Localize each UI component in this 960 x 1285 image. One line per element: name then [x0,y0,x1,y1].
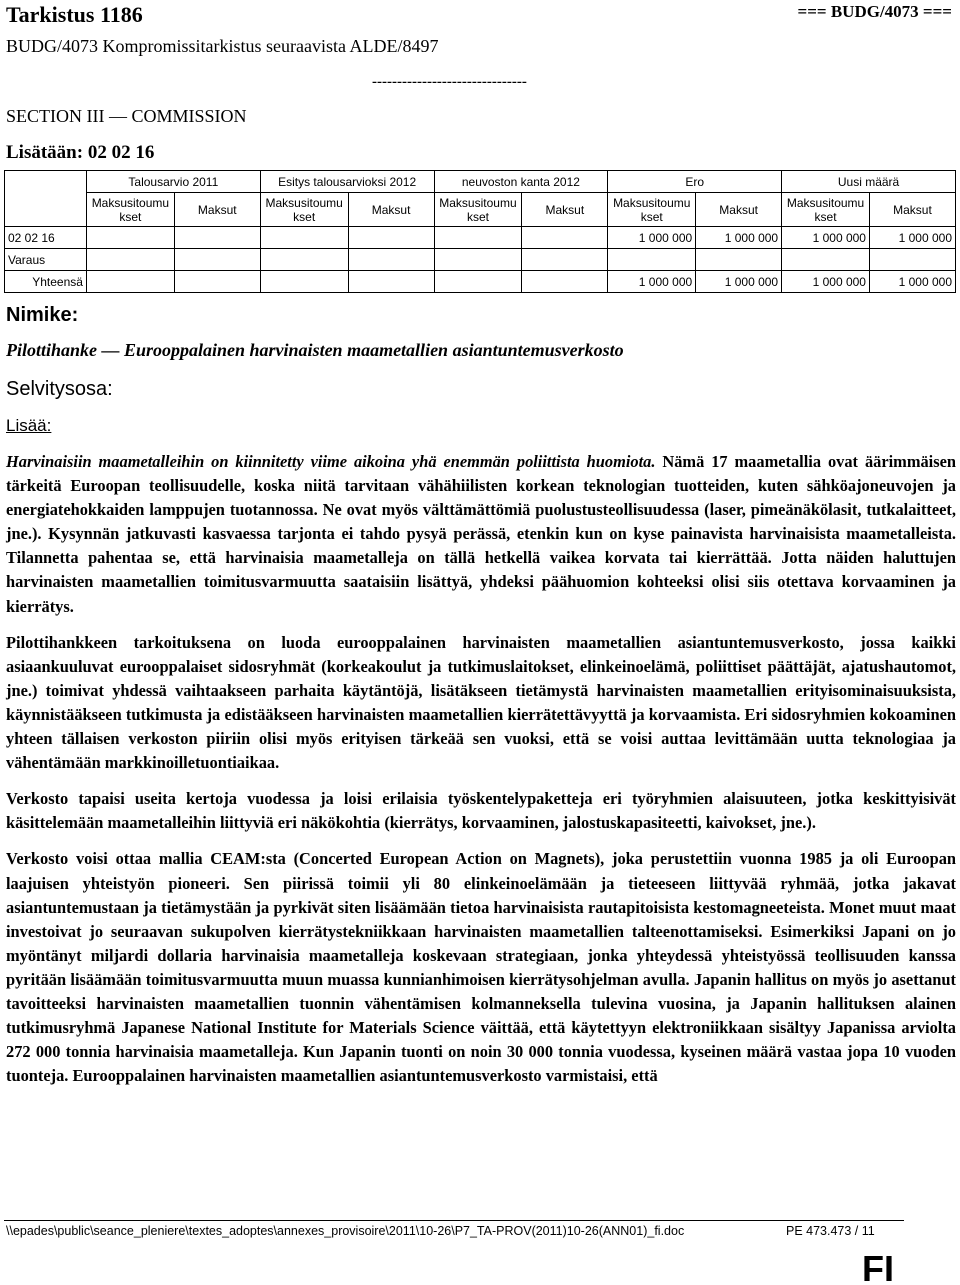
row-value [86,271,174,293]
row-label: 02 02 16 [5,227,87,249]
row-value [522,249,608,271]
section-heading: SECTION III — COMMISSION [6,106,247,126]
row-value [86,249,174,271]
row-value [348,249,434,271]
table-row [5,227,956,249]
row-value [260,271,348,293]
subheader-payments: Maksut [696,193,782,227]
paragraph-text: Verkosto voisi ottaa mallia CEAM:sta (Concerted European Action on Magnets), joka perustettiin vuonna 1985 ja oli Euroopan laajuisen yhteistyön pioneeri. Sen piirissä toimii yli 80 elinkeinoelämään ja tieteeseen liittyvää ryhmää, jotka jakavat asiantuntemustaan ja tietämystään ja pyrkivät siten lisäämään tietoa harvinaisista rautapitoisista kestomagneeteista. Monet muut maat investoivat jo seuraavan sukupolven kierrätystekniikkaan harvinaisten maametallien talteenottamiseksi. Esimerkiksi Japani on jo myöntänyt miljardi dollaria harvinaisia maametalleja koskevaan strategiaan, jonka yhteydessä yhteistyössä teollisuuden kanssa pyritään lisäämään toimitusvarmuutta muun muassa kunnianhimoisen kierrätysohjelman avulla. Japanin hallitus on myös jo asettanut tavoitteeksi harvinaisten maametallien tuonnin vähentämisen kolmanneksella tulevina vuosina, ja Japanin hallituksen alainen tutkimusryhmä Japanese National Institute for Materials Science väittää, että käytettyyn elektroniikkaan sisältyy Japanissa arviolta 272 000 tonnia harvinaisia maametalleja. Kun Japanin tuonti on noin 30 000 tonnia vuodessa, kyseinen määrä vastaa jopa 10 vuoden tuonteja. Eurooppalainen harvinaisten maametallien asiantuntemusverkosto varmistaisi, että [6,849,956,1086]
row-value: 1 000 000 [696,227,782,249]
row-value [434,227,522,249]
row-value: 1 000 000 [782,227,870,249]
paragraph-text: Nämä 17 maametallia ovat äärimmäisen tärkeitä Euroopan teollisuudelle, koska niitä tarvitaan vähähiilisten korkean teknologian tuotteiden, kuten sähköajoneuvojen ja energiatehokkaiden lamppujen tuotannossa. Ne ovat myös välttämättömiä puolustusteollisuudessa (laser, pimeänäkölasit, tutkalaitteet, jne.). Kysynnän jatkuvasti kasvaessa tarjonta ei tahdo pysyä perässä, etenkin kun on kyse painavista harvinaisista maametalleista. Tilannetta pahentaa se, että harvinaisia maametalleja on tällä hetkellä vaikea korvata tai kierrättää. Jotta näiden haluttujen harvinaisten maametallien toimitusvarmuutta saataisiin lisättyä, yhdeksi päähuomion kohteeksi olisi siis otettava korvaaminen ja kierrätys. [6,452,956,616]
footer-divider [4,1220,904,1221]
row-value [86,227,174,249]
footer-pe-number: PE 473.473 / 11 [786,1224,875,1238]
row-value [434,249,522,271]
justification-text [6,450,956,1100]
row-value [174,227,260,249]
row-value [522,271,608,293]
row-value [260,249,348,271]
subtitle: BUDG/4073 Kompromissitarkistus seuraavista ALDE/8497 [6,36,439,56]
subheader-commitments: Maksusitoumukset [86,193,174,227]
paragraph [6,450,956,619]
row-value [434,271,522,293]
row-value [782,249,870,271]
row-label: Varaus [5,249,87,271]
subheader-commitments: Maksusitoumukset [782,193,870,227]
nimike-text: Pilottihanke — Eurooppalainen harvinaisten maametallien asiantuntemusverkosto [6,340,624,360]
subheader-commitments: Maksusitoumukset [608,193,696,227]
subheader-commitments: Maksusitoumukset [260,193,348,227]
paragraph [6,847,956,1088]
row-value [522,227,608,249]
selvitysosa-label: Selvitysosa: [6,378,113,400]
table-row [5,249,956,271]
row-value [174,249,260,271]
table-row [5,271,956,293]
row-value: 1 000 000 [869,271,955,293]
row-value [348,271,434,293]
language-code: FI [862,1248,894,1285]
budget-table [4,170,956,293]
amendment-title: Tarkistus 1186 [6,2,143,27]
row-value [869,249,955,271]
header-group-4: Uusi määrä [782,171,956,193]
subheader-payments: Maksut [522,193,608,227]
header-group-0: Talousarvio 2011 [86,171,260,193]
nimike-label: Nimike: [6,304,79,326]
row-label: Yhteensä [5,271,87,293]
header-group-2: neuvoston kanta 2012 [434,171,608,193]
row-value [608,249,696,271]
row-value [696,249,782,271]
paragraph-text: Verkosto tapaisi useita kertoja vuodessa ja loisi erilaisia työskentelypaketteja eri työryhmien alaisuuteen, jotka keskittyisivät käsittelemään maametalleihin liittyviä eri näkökohtia (kierrätys, korvaaminen, jalostuskapasiteetti, kaivokset, jne.). [6,789,956,833]
row-value [348,227,434,249]
paragraph [6,631,956,776]
table-header-row [5,171,956,193]
header-group-3: Ero [608,171,782,193]
paragraph [6,787,956,835]
header-empty-cell [5,171,87,227]
separator-dashes: ------------------------------- [372,74,527,90]
paragraph-text: Pilottihankkeen tarkoituksena on luoda eurooppalainen harvinaisten maametallien asiantuntemusverkosto, jossa kaikki asiaankuuluvat eurooppalaiset sidosryhmät (korkeakoulut ja tutkimuslaitokset, elinkeinoelämä, poliittiset päättäjät, ajatushautomot, jne.) toimivat yhdessä vaihtaakseen parhaita käytäntöjä, lisätäkseen tietämystä harvinaisten maametallien erityisominaisuuksista, käynnistääkseen tutkimusta ja edistääkseen harvinaisten maametallien kierrätettävyyttä ja korvaamista. Eri sidosryhmien kokoaminen yhteen tällaisen verkoston piiriin olisi myös erityisen tärkeää sen vuoksi, että se voisi auttaa levittämään uutta teknologiaa ja vähentämään markkinoilletuontiaikaa. [6,632,956,773]
row-value: 1 000 000 [782,271,870,293]
row-value: 1 000 000 [869,227,955,249]
subheader-payments: Maksut [869,193,955,227]
header-group-1: Esitys talousarvioksi 2012 [260,171,434,193]
subheader-commitments: Maksusitoumukset [434,193,522,227]
row-value: 1 000 000 [608,271,696,293]
row-value: 1 000 000 [696,271,782,293]
subheader-payments: Maksut [348,193,434,227]
lisaa-label: Lisää: [6,416,52,435]
budget-ref: === BUDG/4073 === [797,2,952,21]
footer-file-path: \\epades\public\seance_pleniere\textes_adoptes\annexes_provisoire\2011\10-26\P7_TA-PROV(2011)10-26(ANN01)_fi.doc [6,1224,685,1238]
row-value [174,271,260,293]
table-subheader-row [5,193,956,227]
paragraph-italic-lead: Harvinaisiin maametalleihin on kiinnitetty viime aikoina yhä enemmän poliittista huomiota. [6,452,656,471]
insert-line: Lisätään: 02 02 16 [6,142,155,163]
row-value: 1 000 000 [608,227,696,249]
subheader-payments: Maksut [174,193,260,227]
row-value [260,227,348,249]
